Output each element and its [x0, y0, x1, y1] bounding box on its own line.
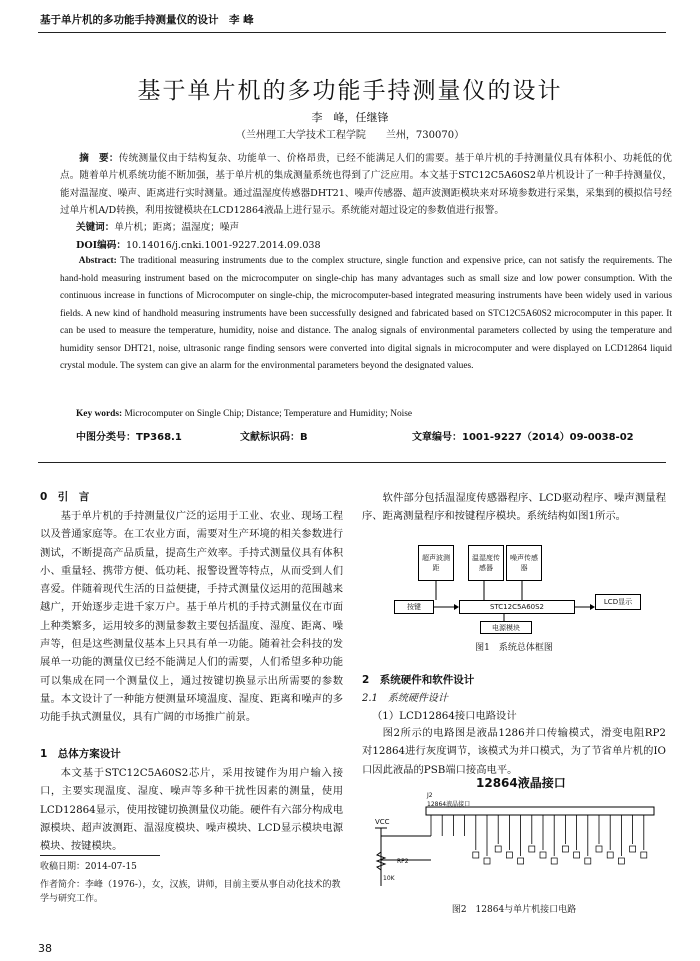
pin-label-box — [574, 852, 580, 858]
doi-label: DOI编码： — [76, 240, 126, 251]
pin-label-box — [506, 852, 512, 858]
section-0-title: 0 引 言 — [40, 491, 90, 503]
pin-label-box — [596, 846, 602, 852]
label-connector: 12864液晶接口 — [427, 801, 471, 808]
connector-body — [426, 807, 654, 815]
circuit-drawing — [371, 774, 661, 899]
article-number: 文章编号：1001-9227（2014）09-0038-02 — [412, 432, 634, 443]
section-2-1-1-text: 图2所示的电路图是液晶1286并口传输模式，滑变电阻RP2 对12864进行灰度调节，该模式为并口模式，为了节省单片机的IO口因此液晶的PSB端口接高电平。 — [362, 727, 677, 776]
header-rule — [38, 32, 666, 33]
affiliation: （兰州理工大学技术工程学院 兰州，730070） — [235, 130, 465, 141]
box-keys: 按键 — [394, 600, 434, 614]
pin-label-box — [540, 852, 546, 858]
pin-label-box — [641, 852, 647, 858]
box-ultrasonic: 超声波测距 — [418, 545, 454, 581]
pin-label-box — [518, 858, 524, 864]
section-2-1-1-title: （1）LCD12864接口电路设计 — [372, 710, 517, 722]
section-2-1-title: 2.1 系统硬件设计 — [362, 693, 448, 704]
clc-number: 中图分类号：TP368.1 — [76, 432, 182, 443]
running-head: 基于单片机的多功能手持测量仪的设计 李 峰 — [40, 14, 254, 26]
abstract-en — [60, 253, 672, 376]
label-rp2: RP2 — [397, 858, 409, 865]
doi — [76, 237, 321, 251]
pin-label-box — [529, 846, 535, 852]
figure-1-caption: 图1 系统总体框图 — [475, 643, 553, 653]
box-power: 电源模块 — [480, 621, 532, 634]
keywords-text: 单片机；距离；温湿度；噪声 — [114, 222, 240, 233]
figure-2-circuit — [371, 774, 661, 899]
keywords-label: 关键词： — [76, 222, 115, 233]
box-noise: 噪声传感器 — [506, 545, 542, 581]
pin-label-box — [618, 858, 624, 864]
abstract-en-label: Abstract: — [78, 256, 117, 266]
document-code: 文献标识码：B — [240, 432, 308, 443]
footnote-received: 收稿日期：2014-07-15 — [40, 862, 137, 872]
keywords — [76, 219, 239, 233]
pin-label-box — [495, 846, 501, 852]
section-1-title: 1 总体方案设计 — [40, 748, 121, 760]
label-10k: 10K — [383, 875, 395, 882]
figure-2-header: 12864液晶接口 — [476, 776, 566, 790]
paper-title: 基于单片机的多功能手持测量仪的设计 — [137, 78, 563, 104]
abstract-cn-text: 传统测量仪由于结构复杂、功能单一、价格昂贵，已经不能满足人们的需要。基于单片机的手持测量仪具有体积小、功耗低的优点。随着单片机系统功能不断加强，基于单片机的集成测量系统也得到了广泛应用。本文基于STC12C5A60S2单片机设计了一种手持测量仪，能对温湿度、噪声、距离进行实时测量。通过温湿度传感器DHT21、噪声传感器、超声波测距模块来对环境参数进行采集，采集到的模拟信号经过单片机A/D转换，利用按键模块在LCD12864液晶上进行显示。系统能对超过设定的参数值进行报警。 — [60, 153, 673, 216]
pin-label-box — [551, 858, 557, 864]
box-mcu: STC12C5A60S2 — [459, 600, 575, 614]
figure-2-caption: 图2 12864与单片机接口电路 — [451, 905, 577, 915]
box-lcd: LCD显示 — [595, 594, 641, 610]
box-thsensor: 温湿度传感器 — [468, 545, 504, 581]
abstract-rule — [38, 462, 666, 463]
section-0-text: 基于单片机的手持测量仪广泛的运用于工业、农业、现场工程以及普通家庭等。在工农业方面，需要对生产环境的相关参数进行测试，不断提高产品质量，提高生产效率。手持式测量仪具有体积小、重量轻、携带方便、低功耗、报警设置等特点，从而受到人们喜爱。伴随着现代生活的日益便捷，手持式测量仪运用的范围越来越广，开始逐步走进千家万户。基于单片机的手持式测量仪在市面上种类繁多，运用较多的测量参数主要包括温度、湿度、距离、噪声等，但是这些测量仪基本上只具有单一功能。随着社会科技的发展单一功能的测量仪已经不能满足人们的需要，人们希望多种功能可以集成在同一个测量仪上，通过按键切换显示出所需要的参数量。本文设计了一种能方便测量环境温度、湿度、距离和噪声的多功能手执式测量仪，具有广阔的市场推广前景。 — [40, 510, 343, 724]
pin-label-box — [585, 858, 591, 864]
abstract-cn-label: 摘 要： — [79, 153, 119, 164]
pin-label-box — [562, 846, 568, 852]
footnote-rule — [40, 855, 160, 856]
abstract-cn — [60, 150, 672, 219]
pin-label-box — [484, 858, 490, 864]
label-j2: J2 — [427, 792, 433, 799]
right-intro-text: 软件部分包括温湿度传感器程序、LCD驱动程序、噪声测量程序、距离测量程序和按键程序模块。系统结构如图1所示。 — [362, 492, 666, 523]
abstract-en-text: The traditional measuring instruments due to the complex structure, single function and expensive price, can not satisfy the requirements. The hand-hold measuring instrument based on the microcomputer on single-chip has many advantages such as small size and low power consumption. With the continuous increase in functions of Microcomputer on single-chip, the microcomputer-based integrated measuring instruments have been widely used in various fields. A new kind of handhold measuring instruments have been successfully designed and fabricated based on STC12C5A60S2 microcomputer in this paper. It can be used to measure the temperature, humidity, noise and distance. The analog signals of environmental parameters collected by using the temperature and humidity sensor DHT21, noise, ultrasonic range finding sensors were converted into digital signals in microcomputer and were displayed on LCD12864 liquid crystal module. The system can give an alarm for the environmental parameters beyond the designated values. — [60, 256, 672, 371]
connector-pins — [431, 815, 647, 864]
keywords-en — [76, 409, 412, 419]
section-2-title: 2 系统硬件和软件设计 — [362, 674, 475, 686]
keywords-en-label: Key words: — [76, 409, 123, 419]
section-1-text: 本文基于STC12C5A60S2芯片，采用按键作为用户输入接口，主要实现温度、湿度、噪声等多种干扰性因素的测量，使用LCD12864显示，使用按键切换测量仪功能。硬件有六部分构成电源模块、超声波测距、温湿度模块、噪声模块、LCD显示模块电源模块、按键模块。 — [40, 767, 343, 853]
figure-1-diagram — [392, 543, 642, 633]
doi-text: 10.14016/j.cnki.1001-9227.2014.09.038 — [125, 240, 321, 251]
page-number: 38 — [38, 942, 52, 955]
keywords-en-text: Microcomputer on Single Chip; Distance; Temperature and Humidity; Noise — [124, 409, 413, 419]
footnote-author: 作者简介：李峰（1976-），女，汉族，讲师，目前主要从事自动化技术的教学与研究工作。 — [40, 880, 341, 904]
pin-label-box — [473, 852, 479, 858]
pin-label-box — [607, 852, 613, 858]
authors: 李 峰，任继锋 — [311, 111, 389, 124]
pin-label-box — [630, 846, 636, 852]
label-vcc: VCC — [375, 818, 390, 826]
